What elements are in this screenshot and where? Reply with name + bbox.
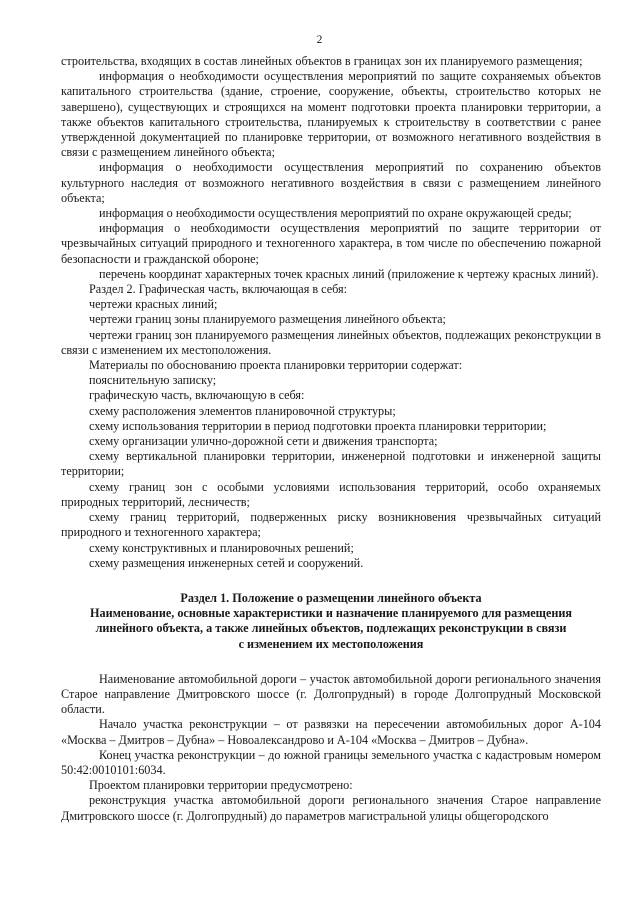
paragraph: схему размещения инженерных сетей и сооружений. [89,555,364,570]
bottom-paragraphs [61,672,601,824]
paragraph: чертежи границ зоны планируемого размещения линейного объекта; [89,312,446,327]
paragraph: Материалы по обоснованию проекта планировки территории содержат: [89,358,463,373]
paragraph: схему конструктивных и планировочных решений; [89,540,354,555]
section-subtitle-line: линейного объекта, а также линейных объектов, подлежащих реконструкции в связи [95,621,567,636]
section-heading [61,591,601,652]
paragraph: чертежи красных линий; [89,297,218,312]
paragraph: информация о необходимости осуществления мероприятий по защите сохраняемых объектов капитального строительства (здание, строение, сооружение, объекты, строительство которых не завершено), существующих и строящихся на момент подготовки проекта планировки территории, а также объектов капитального строительства, планируемых к строительству в соответствии с ранее утвержденной документацией по планировке территории, от возможного негативного воздействия в связи с размещением линейного объекта; [61,69,601,160]
paragraph: Проектом планировки территории предусмотрено: [89,778,353,793]
paragraph: схему границ зон с особыми условиями использования территорий, особо охраняемых природных территорий, лесничеств; [61,479,601,509]
paragraph: Раздел 2. Графическая часть, включающая в себя: [89,282,348,297]
paragraph: схему использования территории в период подготовки проекта планировки территории; [89,418,547,433]
top-paragraphs [61,54,601,571]
paragraph: информация о необходимости осуществления мероприятий по охране окружающей среды; [99,206,572,221]
paragraph: графическую часть, включающую в себя: [89,388,305,403]
paragraph: пояснительную записку; [89,373,217,388]
paragraph: чертежи границ зон планируемого размещения линейных объектов, подлежащих реконструкции в связи с изменением их местоположения. [61,327,601,357]
section-subtitle-line: с изменением их местоположения [238,636,424,651]
paragraph: схему границ территорий, подверженных риску возникновения чрезвычайных ситуаций природного и техногенного характера; [61,510,601,540]
paragraph: реконструкция участка автомобильной дороги регионального значения Старое направление Дмитровского шоссе (г. Долгопрудный) до параметров магистральной улицы общегородского [61,793,601,823]
paragraph: Конец участка реконструкции – до южной границы земельного участка с кадастровым номером 50:42:0010101:6034. [61,747,601,777]
paragraph: схему организации улично-дорожной сети и движения транспорта; [89,434,438,449]
paragraph: информация о необходимости осуществления мероприятий по защите территории от чрезвычайных ситуаций природного и техногенного характера, в том числе по обеспечению пожарной безопасности и гражданской обороне; [61,221,601,266]
document-body [61,54,601,824]
section-title: Раздел 1. Положение о размещении линейного объекта [180,590,482,605]
section-subtitle-line: Наименование, основные характеристики и назначение планируемого для размещения [90,606,572,621]
paragraph: перечень координат характерных точек красных линий (приложение к чертежу красных линий). [99,266,599,281]
paragraph: Наименование автомобильной дороги – участок автомобильной дороги регионального значения Старое направление Дмитровского шоссе (г. Долгопрудный) в городе Долгопрудный Московской области. [61,671,601,717]
page-number: 2 [316,34,323,46]
paragraph: информация о необходимости осуществления мероприятий по сохранению объектов культурного наследия от возможного негативного воздействия в связи с размещением линейного объекта; [61,160,601,205]
paragraph: схему расположения элементов планировочной структуры; [89,403,396,418]
paragraph: схему вертикальной планировки территории, инженерной подготовки и инженерной защиты территории; [61,449,601,479]
paragraph: строительства, входящих в состав линейных объектов в границах зон их планируемого размещения; [61,54,583,68]
paragraph: Начало участка реконструкции – от развязки на пересечении автомобильных дорог А-104 «Москва – Дмитров – Дубна» – Новоалександрово и А-104 «Москва – Дмитров – Дубна». [61,717,601,747]
